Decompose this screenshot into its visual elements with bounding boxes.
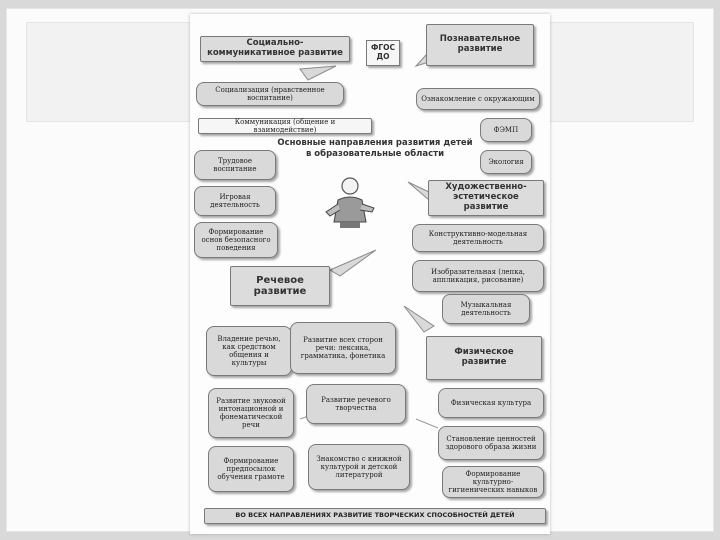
social-item-safety: Формирование основ безопасного поведения (194, 222, 278, 258)
cognitive-item-femp: ФЭМП (480, 118, 532, 142)
teacher-figure-icon (320, 172, 380, 232)
social-item-socialization: Социализация (нравственное воспитание) (196, 82, 344, 106)
art-item-visual: Изобразительная (лепка, аппликация, рисование) (412, 260, 544, 292)
physical-item-healthy-lifestyle: Становление ценностей здорового образа жизни (438, 426, 544, 460)
speech-item-literacy: Формирование предпосылок обучения грамоте (208, 446, 294, 492)
fgos-label: ФГОС ДО (366, 40, 400, 66)
social-development-heading: Социально-коммуникативное развитие (200, 36, 350, 62)
speech-item-all-sides: Развитие всех сторон речи: лексика, грамматика, фонетика (290, 322, 396, 374)
art-item-music: Музыкальная деятельность (442, 294, 530, 324)
speech-item-books: Знакомство с книжной культурой и детской литературой (308, 444, 410, 490)
physical-item-hygiene: Формирование культурно-гигиенических навыков (442, 466, 544, 498)
art-item-construction: Конструктивно-модельная деятельность (412, 224, 544, 252)
cognitive-item-ecology: Экология (480, 150, 532, 174)
physical-development-heading: Физическое развитие (426, 336, 542, 380)
cognitive-item-environment: Ознакомление с окружающим (416, 88, 540, 110)
central-title: Основные направления развития детей в образовательные области (277, 138, 473, 159)
physical-item-culture: Физическая культура (438, 388, 544, 418)
social-item-play: Игровая деятельность (194, 186, 276, 216)
speech-development-heading: Речевое развитие (230, 266, 330, 306)
social-item-labor: Трудовое воспитание (194, 150, 276, 180)
speech-item-creativity: Развитие речевого творчества (306, 384, 406, 424)
art-development-heading: Художественно-эстетическое развитие (428, 180, 544, 216)
footer-banner: ВО ВСЕХ НАПРАВЛЕНИЯХ РАЗВИТИЕ ТВОРЧЕСКИХ СПОСОБНОСТЕЙ ДЕТЕЙ (204, 508, 546, 524)
speech-item-sound: Развитие звуковой интонационной и фонематической речи (208, 388, 294, 438)
cognitive-development-heading: Познавательное развитие (426, 24, 534, 66)
speech-item-communication: Владение речью, как средством общения и культуры (206, 326, 292, 376)
social-item-communication: Коммуникация (общение и взаимодействие) (198, 118, 372, 134)
scanned-diagram-sheet (190, 14, 550, 534)
